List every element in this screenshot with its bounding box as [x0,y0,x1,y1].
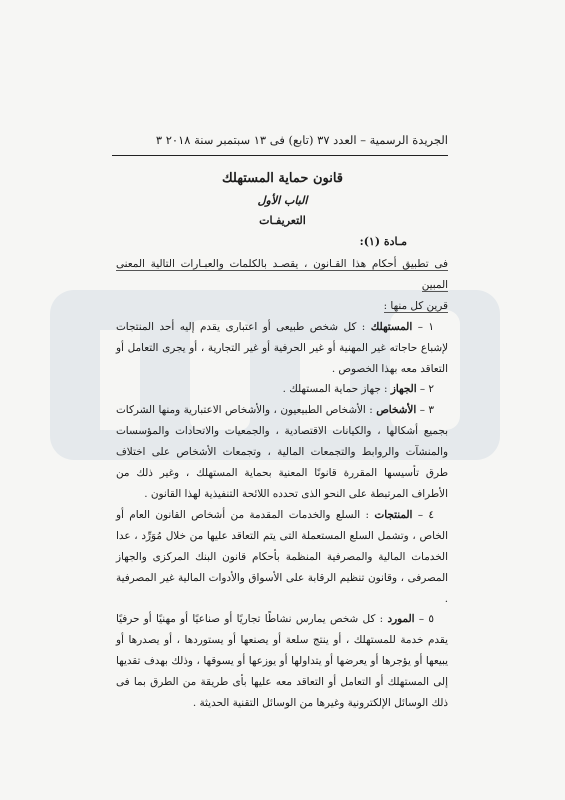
definition-text: : كل شخص يمارس نشاطًا تجاريًا أو صناعيًا أو مهنيًا أو حرفيًا يقدم خدمة للمستهلك ، أو ينتج سلعة أو يصنعها أو يستوردها ، أو يصدرها أو يبيعها أو يؤجرها أو يعرضها أو يتداولها أو يوزعها أو يسوقها ، وذلك بهدف تقديها إلى المستهلك أو التعامل أو التعاقد معه عليها بأى طريقة من الطرق بما فى ذلك الوسائل الإلكترونية وغيرها من الوسائل التقنية الحديثة . [116,613,448,710]
article-body [116,254,448,714]
definition-term: الأشخاص [376,404,417,417]
intro-paragraph [116,254,448,317]
definition-agency [116,379,448,400]
definition-number: ٢ – [416,383,434,396]
definition-text: : جهاز حماية المستهلك . [282,383,391,396]
article-label: مـادة (١): [359,235,407,248]
definition-text: : السلع والخدمات المقدمة من أشخاص القانون العام أو الخاص ، وتشمل السلع المستعملة التى يتم التعاقد عليها من خلال مُوَرِّد ، عدا الخدمات المالية والمصرفية المنظمة بأحكام قانون البنك المركزى والجهاز المصرفى ، وقانون تنظيم الرقابة على الأسواق والأدوات المالية غير المصرفية . [116,508,448,605]
law-title: قانون حماية المستهلك [221,171,344,186]
definition-number: ٤ – [412,508,434,521]
gazette-header: الجريدة الرسمية – العدد ٣٧ (تابع) فى ١٣ سبتمبر سنة ٢٠١٨ ٣ [155,133,448,147]
definition-term: الجهاز [390,383,417,396]
definition-text: : كل شخص طبيعى أو اعتبارى يقدم إليه أحد المنتجات لإشباع حاجاته غير المهنية أو غير الحرفية أو غير التجارية ، أو يجرى التعامل أو التعاقد معه بهذا الخصوص . [116,320,448,375]
definition-supplier [116,609,448,714]
header-divider [112,155,448,156]
definition-persons [116,400,448,505]
definition-term: المورد [387,613,415,626]
chapter-title: الباب الأول [257,194,308,207]
intro-line-2: قرين كل منها : [383,299,448,312]
definition-consumer [116,317,448,380]
definition-term: المستهلك [370,320,413,333]
intro-line-1: فى تطبيق أحكام هذا القـانون ، يقصـد بالكلمات والعبـارات التالية المعنى المبين [116,258,448,291]
definition-number: ١ – [412,320,434,333]
definition-term: المنتجات [374,508,413,521]
definition-number: ٥ – [414,613,434,626]
definitions-title: التعريفـات [259,214,306,227]
definition-products [116,505,448,610]
definition-number: ٣ – [416,404,434,417]
definition-text: : الأشخاص الطبيعيون ، والأشخاص الاعتبارية ومنها الشركات بجميع أشكالها ، والكيانات الاقتصادية ، والجمعيات والاتحادات والمؤسسات والمنشآت والروابط والتجمعات المالية ، وتجمعات الأشخاص على اختلاف طرق تأسيسها المقررة قانونًا المعنية بحماية المستهلك ، وغير ذلك من الأطراف المرتبطة على النحو الذى تحدده اللائحة التنفيذية لهذا القانون . [116,404,448,500]
